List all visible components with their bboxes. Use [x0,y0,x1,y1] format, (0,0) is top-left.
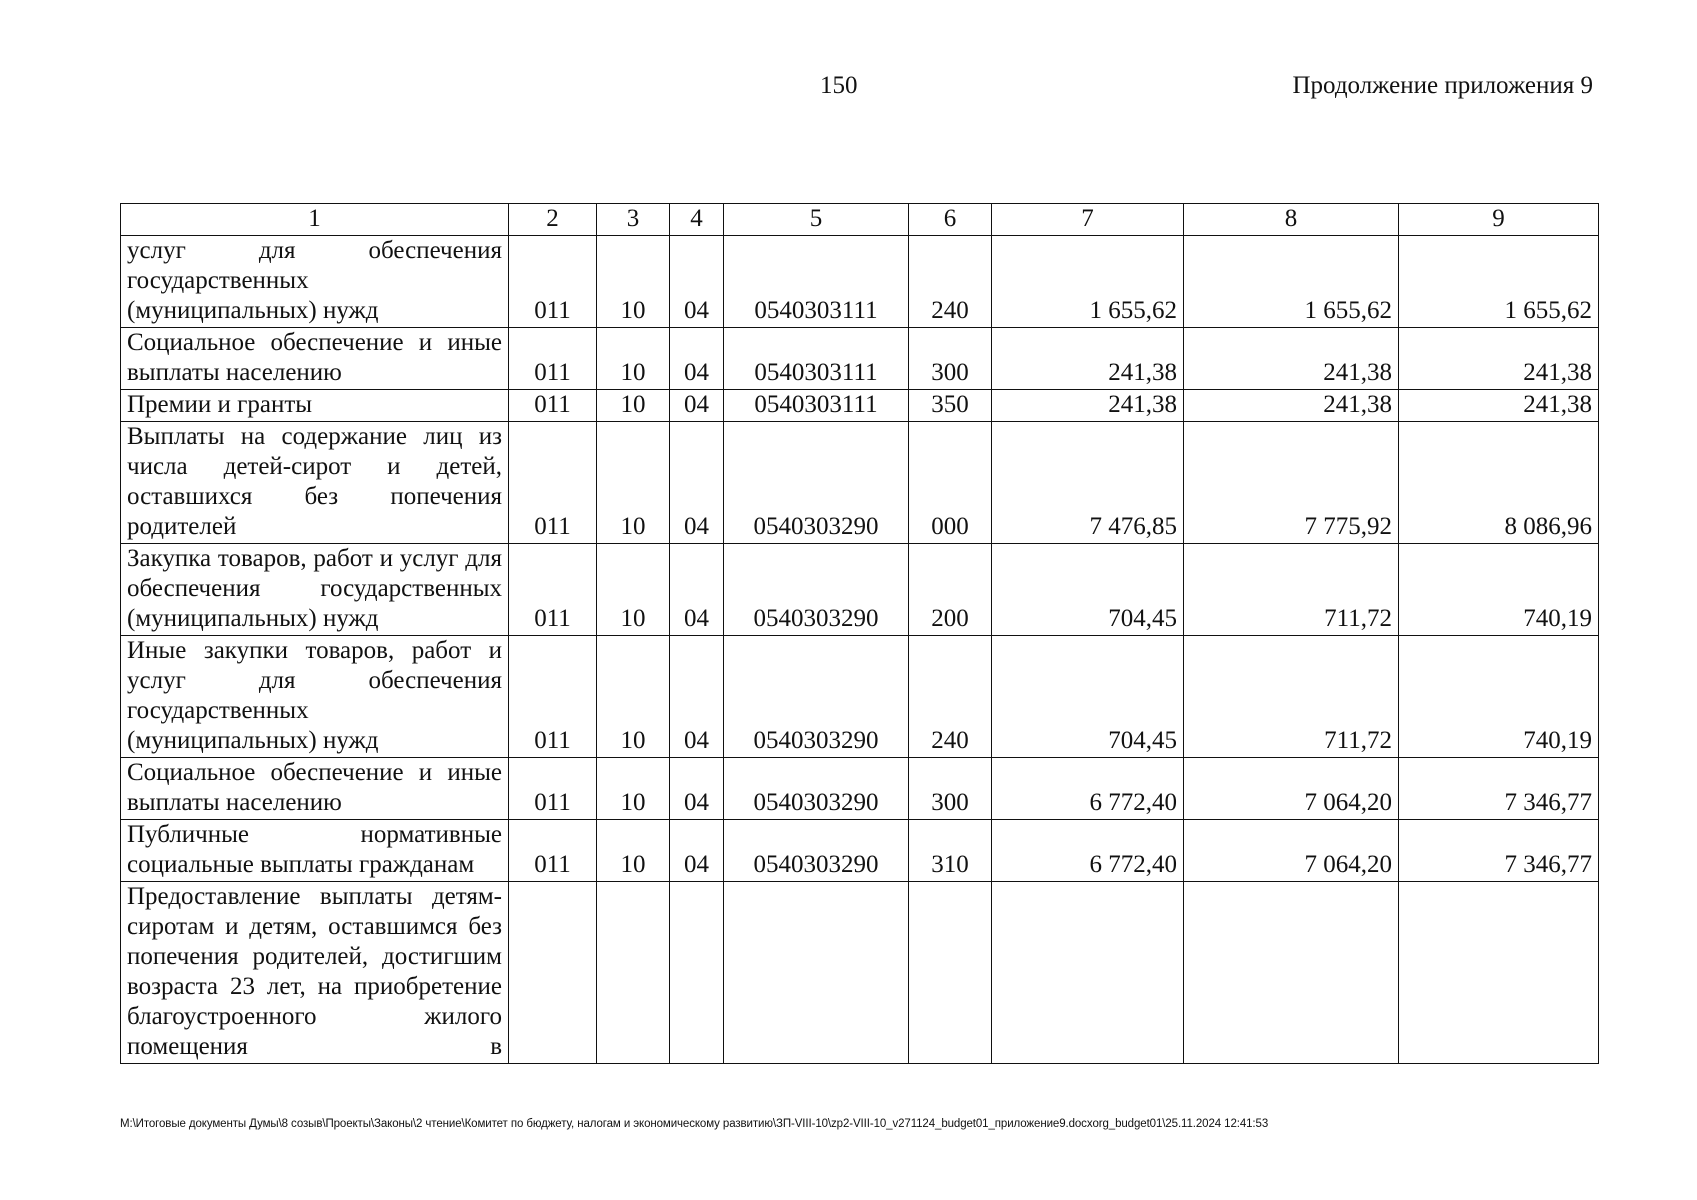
amount-col-9: 7 346,77 [1399,758,1599,820]
table-row [121,422,1599,544]
expense-type-code: 200 [909,544,992,636]
amount-col-9: 8 086,96 [1399,422,1599,544]
admin-code [509,882,597,1064]
expense-type-code [909,882,992,1064]
amount-col-9: 1 655,62 [1399,236,1599,328]
item-name: Премии и гранты [121,390,509,422]
subsection-code: 04 [670,328,724,390]
target-article-code: 0540303111 [724,390,909,422]
section-code: 10 [597,422,670,544]
item-name: Выплаты на содержание лиц из числа детей-сирот и детей, оставшихся без попечения родителей [121,422,509,544]
subsection-code [670,882,724,1064]
amount-col-8: 711,72 [1184,544,1399,636]
table-row [121,328,1599,390]
subsection-code: 04 [670,236,724,328]
admin-code: 011 [509,236,597,328]
amount-col-7: 704,45 [992,544,1184,636]
table-row [121,820,1599,882]
target-article-code: 0540303290 [724,544,909,636]
section-code [597,882,670,1064]
item-name: Закупка товаров, работ и услуг для обеспечения государственных (муниципальных) нужд [121,544,509,636]
amount-col-9: 740,19 [1399,636,1599,758]
appendix-continuation-title: Продолжение приложения 9 [1292,72,1593,99]
item-name: Социальное обеспечение и иные выплаты населению [121,758,509,820]
subsection-code: 04 [670,636,724,758]
amount-col-9 [1399,882,1599,1064]
section-code: 10 [597,758,670,820]
column-header: 9 [1399,204,1599,236]
amount-col-7: 7 476,85 [992,422,1184,544]
amount-col-9: 740,19 [1399,544,1599,636]
target-article-code: 0540303290 [724,422,909,544]
column-header: 8 [1184,204,1399,236]
expense-type-code: 310 [909,820,992,882]
target-article-code: 0540303290 [724,636,909,758]
amount-col-9: 7 346,77 [1399,820,1599,882]
target-article-code: 0540303111 [724,236,909,328]
column-header: 4 [670,204,724,236]
amount-col-7: 6 772,40 [992,820,1184,882]
file-path-footer: М:\Итоговые документы Думы\8 созыв\Проекты\Законы\2 чтение\Комитет по бюджету, налогам и экономическому развитию\ЗП-VIII-10\zp2-VIII-10_v271124_budget01_приложение9.docxorg_budget01\25.11.2024 12:41:53 [120,1118,1269,1130]
table-row [121,236,1599,328]
table-row [121,758,1599,820]
target-article-code: 0540303111 [724,328,909,390]
target-article-code: 0540303290 [724,758,909,820]
section-code: 10 [597,636,670,758]
subsection-code: 04 [670,390,724,422]
expense-type-code: 300 [909,328,992,390]
table-row [121,636,1599,758]
amount-col-8: 241,38 [1184,328,1399,390]
section-code: 10 [597,820,670,882]
admin-code: 011 [509,636,597,758]
column-header: 2 [509,204,597,236]
item-name: Социальное обеспечение и иные выплаты населению [121,328,509,390]
column-header: 7 [992,204,1184,236]
expense-type-code: 240 [909,636,992,758]
amount-col-8: 241,38 [1184,390,1399,422]
subsection-code: 04 [670,544,724,636]
section-code: 10 [597,236,670,328]
subsection-code: 04 [670,820,724,882]
amount-col-7: 6 772,40 [992,758,1184,820]
amount-col-7: 1 655,62 [992,236,1184,328]
section-code: 10 [597,390,670,422]
column-header: 3 [597,204,670,236]
expense-type-code: 300 [909,758,992,820]
amount-col-9: 241,38 [1399,328,1599,390]
target-article-code: 0540303290 [724,820,909,882]
section-code: 10 [597,544,670,636]
amount-col-9: 241,38 [1399,390,1599,422]
amount-col-8: 7 064,20 [1184,758,1399,820]
admin-code: 011 [509,544,597,636]
subsection-code: 04 [670,758,724,820]
amount-col-7: 241,38 [992,390,1184,422]
amount-col-8: 7 775,92 [1184,422,1399,544]
section-code: 10 [597,328,670,390]
column-number-row [121,204,1599,236]
column-header: 6 [909,204,992,236]
admin-code: 011 [509,422,597,544]
target-article-code [724,882,909,1064]
amount-col-8: 711,72 [1184,636,1399,758]
table-row [121,544,1599,636]
expense-type-code: 240 [909,236,992,328]
item-name: Иные закупки товаров, работ и услуг для обеспечения государственных (муниципальных) нужд [121,636,509,758]
amount-col-7: 241,38 [992,328,1184,390]
table-row [121,882,1599,1064]
admin-code: 011 [509,820,597,882]
item-name: Публичные нормативные социальные выплаты гражданам [121,820,509,882]
column-header: 5 [724,204,909,236]
admin-code: 011 [509,758,597,820]
table-row [121,390,1599,422]
expense-type-code: 350 [909,390,992,422]
subsection-code: 04 [670,422,724,544]
expense-type-code: 000 [909,422,992,544]
budget-table [120,203,1599,1064]
admin-code: 011 [509,328,597,390]
item-name: услуг для обеспечения государственных (муниципальных) нужд [121,236,509,328]
amount-col-7: 704,45 [992,636,1184,758]
amount-col-8 [1184,882,1399,1064]
amount-col-8: 1 655,62 [1184,236,1399,328]
item-name: Предоставление выплаты детям-сиротам и детям, оставшимся без попечения родителей, достигшим возраста 23 лет, на приобретение благоустроенного жилого помещения в [121,882,509,1064]
page-number: 150 [820,72,858,99]
amount-col-8: 7 064,20 [1184,820,1399,882]
admin-code: 011 [509,390,597,422]
amount-col-7 [992,882,1184,1064]
column-header: 1 [121,204,509,236]
